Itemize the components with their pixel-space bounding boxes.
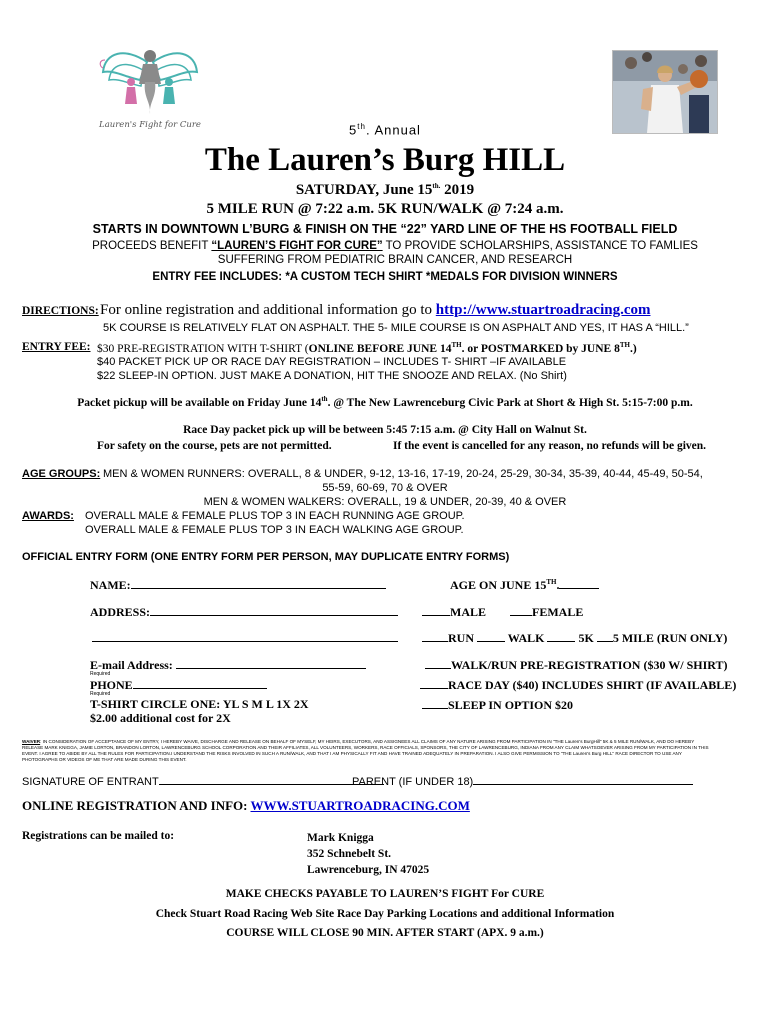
age-groups-runners-cont: 55-59, 60-69, 70 & OVER bbox=[322, 482, 448, 494]
prereg-option[interactable] bbox=[425, 657, 728, 673]
parent-signature[interactable] bbox=[352, 775, 693, 788]
raceday-blank[interactable] bbox=[420, 677, 448, 689]
entrant-signature[interactable] bbox=[22, 775, 384, 788]
course-close: COURSE WILL CLOSE 90 MIN. AFTER START (APX. 9 a.m.) bbox=[226, 927, 544, 939]
phone-field[interactable] bbox=[90, 677, 267, 693]
edition-label bbox=[0, 122, 770, 137]
start-finish: STARTS IN DOWNTOWN L’BURG & FINISH ON THE “22” YARD LINE OF THE HS FOOTBALL FIELD bbox=[92, 222, 678, 236]
edition-number: 5 bbox=[349, 122, 358, 138]
address-line-2[interactable] bbox=[92, 630, 398, 646]
race-times: 5 MILE RUN @ 7:22 a.m. 5K RUN/WALK @ 7:24 a.m. bbox=[206, 201, 564, 217]
sleepin-label: SLEEP IN OPTION $20 bbox=[448, 698, 574, 712]
website-link[interactable]: http://www.stuartroadracing.com bbox=[435, 302, 651, 318]
email-blank[interactable] bbox=[176, 657, 366, 669]
entry-fee-preregistration bbox=[97, 341, 637, 355]
logo-graphic bbox=[85, 42, 215, 122]
walk-blank[interactable] bbox=[477, 630, 505, 642]
age-label-post: . bbox=[556, 578, 560, 592]
male-option[interactable] bbox=[422, 604, 486, 620]
entry-form-title: OFFICIAL ENTRY FORM (ONE ENTRY FORM PER PERSON, MAY DUPLICATE ENTRY FORMS) bbox=[22, 551, 510, 563]
name-field[interactable] bbox=[90, 577, 386, 593]
checks-payable: MAKE CHECKS PAYABLE TO LAUREN’S FIGHT For CURE bbox=[225, 888, 545, 900]
packet-post: . @ The New Lawrenceburg Civic Park at Short & High St. 5:15-7:00 p.m. bbox=[327, 396, 693, 409]
raceday-option[interactable] bbox=[420, 677, 736, 693]
waiver-text bbox=[22, 739, 716, 763]
phone-blank[interactable] bbox=[133, 677, 267, 689]
name-blank[interactable] bbox=[131, 577, 386, 589]
online-registration bbox=[22, 798, 470, 814]
logo-caption: Lauren's Fight for Cure bbox=[99, 120, 201, 130]
mail-name: Mark Knigga bbox=[307, 832, 374, 844]
prereg-label: WALK/RUN PRE-REGISTRATION ($30 W/ SHIRT) bbox=[451, 658, 728, 672]
fivemile-label: 5 MILE (RUN ONLY) bbox=[612, 631, 728, 645]
fee-line1-bold: ONLINE BEFORE JUNE 14 bbox=[308, 342, 452, 355]
run-blank[interactable] bbox=[422, 630, 448, 642]
proceeds-pre: PROCEEDS BENEFIT bbox=[92, 240, 212, 252]
fee-line1-end: .) bbox=[629, 342, 637, 355]
tshirt-cost: $2.00 additional cost for 2X bbox=[90, 711, 231, 725]
address-field[interactable] bbox=[90, 604, 398, 620]
fee-line1-sup: TH bbox=[451, 341, 462, 349]
parent-signature-label: PARENT (IF UNDER 18) bbox=[352, 776, 474, 788]
website-info: Check Stuart Road Racing Web Site Race Day Parking Locations and additional Information bbox=[155, 908, 615, 920]
page-title: The Lauren’s Burg HILL bbox=[204, 142, 566, 178]
directions-text bbox=[100, 302, 651, 319]
fivek-blank[interactable] bbox=[547, 630, 575, 642]
fee-line1-pre: $30 PRE-REGISTRATION WITH T-SHIRT ( bbox=[97, 342, 309, 355]
email-field[interactable] bbox=[90, 657, 366, 673]
email-required: Required bbox=[90, 671, 111, 677]
online-link[interactable]: WWW.STUARTROADRACING.COM bbox=[250, 798, 470, 813]
course-description: 5K COURSE IS RELATIVELY FLAT ON ASPHALT. THE 5- MILE COURSE IS ON ASPHALT AND YES, IT HAS A “HILL.” bbox=[103, 322, 689, 334]
mail-label: Registrations can be mailed to: bbox=[22, 830, 175, 842]
male-label: MALE bbox=[450, 605, 486, 619]
fee-line1-sup2: TH bbox=[619, 341, 630, 349]
sleepin-blank[interactable] bbox=[422, 697, 448, 709]
directions-label: DIRECTIONS: bbox=[22, 305, 99, 317]
proceeds-org: “LAUREN’S FIGHT FOR CURE” bbox=[211, 240, 383, 252]
male-blank[interactable] bbox=[422, 604, 450, 616]
entry-fee-sleepin: $22 SLEEP-IN OPTION. JUST MAKE A DONATION, HIT THE SNOOZE AND RELAX. (No Shirt) bbox=[97, 370, 567, 382]
directions-body: For online registration and additional information go to bbox=[100, 302, 436, 318]
entry-fee-raceday: $40 PACKET PICK UP OR RACE DAY REGISTRATION – INCLUDES T- SHIRT –IF AVAILABLE bbox=[97, 356, 567, 368]
waiver-label: WAIVER bbox=[22, 739, 41, 744]
mailing-address bbox=[307, 830, 429, 878]
female-option[interactable] bbox=[510, 604, 583, 620]
walk-label: WALK bbox=[507, 631, 545, 645]
fivemile-blank[interactable] bbox=[597, 630, 613, 642]
address-blank[interactable] bbox=[150, 604, 398, 616]
phone-required: Required bbox=[90, 691, 111, 697]
packet-pickup bbox=[0, 395, 770, 409]
awards-running: OVERALL MALE & FEMALE PLUS TOP 3 IN EACH RUNNING AGE GROUP. bbox=[85, 510, 465, 522]
age-groups-runners: MEN & WOMEN RUNNERS: OVERALL, 8 & UNDER, 9-12, 13-16, 17-19, 20-24, 25-29, 30-34, 35-39, 40-44, 45-49, 50-54, bbox=[103, 468, 703, 480]
age-label-pre: AGE ON JUNE 15 bbox=[450, 578, 547, 592]
fee-line1-mid: . or POSTMARKED by JUNE 8 bbox=[461, 342, 620, 355]
run-label: RUN bbox=[448, 631, 474, 645]
mail-street: 352 Schnebelt St. bbox=[307, 848, 392, 860]
entry-fee-includes: ENTRY FEE INCLUDES: *A CUSTOM TECH SHIRT *MEDALS FOR DIVISION WINNERS bbox=[152, 271, 618, 283]
event-date-year: 2019 bbox=[440, 182, 475, 198]
entrant-signature-blank[interactable] bbox=[159, 775, 384, 785]
age-blank[interactable] bbox=[559, 577, 599, 589]
awards-walking: OVERALL MALE & FEMALE PLUS TOP 3 IN EACH WALKING AGE GROUP. bbox=[85, 524, 464, 536]
proceeds-post: TO PROVIDE SCHOLARSHIPS, ASSISTANCE TO FAMLIES SUFFERING FROM PEDIATRIC BRAIN CANCER, AND RESEARCH bbox=[217, 240, 698, 266]
age-field[interactable] bbox=[450, 577, 599, 593]
parent-signature-blank[interactable] bbox=[473, 775, 693, 785]
refund-notice: If the event is cancelled for any reason, no refunds will be given. bbox=[393, 440, 707, 452]
sleepin-option[interactable] bbox=[422, 697, 573, 713]
prereg-blank[interactable] bbox=[425, 657, 451, 669]
race-day-pickup: Race Day packet pick up will be between 5:45 7:15 a.m. @ City Hall on Walnut St. bbox=[183, 424, 587, 436]
entrant-signature-label: SIGNATURE OF ENTRANT bbox=[22, 776, 159, 788]
age-groups-walkers: MEN & WOMEN WALKERS: OVERALL, 19 & UNDER, 20-39, 40 & OVER bbox=[203, 496, 567, 508]
waiver-body: : IN CONSIDERATION OF ACCEPTANCE OF MY ENTRY, I HEREBY WAIVE, DISCHARGE AND RELEASE ON BEHALF OF MYSELF, MY HEIRS, EXECUTORS, AND ASSIGNEES ALL CLAIMS OF ANY NATURE ARISING FROM PARTICIPATION IN "THE Lauren's BurgHill" 5K & 5 MILE RUN/WALK, AND DO HEREBY RELEASE MARK KNIGGA, JAMIE LORTON, BRANDON LORTON, LAWRENCEBURG SCHOOL CORPORATION AND THEIR AFFILIATES, ALL VOLUNTEERS, WORKERS, RACE OFFICIALS, SPONSORS, THE CITY OF LAWRENCEBURG, INDIANA FROM ANY CLAIM WHATSOEVER ARISING FROM MY PARTICIPATION IN THIS EVENT. I AGREE TO ABIDE BY ALL THE RULES FOR PARTICIPATION.I UNDERSTAND THE RISKS INVOLVED IN SUCH A RUN/WALK, AND THAT I AM PHYSICALLY FIT AND HAVE TRAINED ADEQUATELY IN PREPARATION. I ALSO GIVE PERMISSION TO "THE Lauren's Burg HILL" RACE DIRECTOR TO USE ANY PHOTOGRAPHS OR VIDEOS OF ME THAT ARE MADE DURING THIS EVENT. bbox=[22, 739, 709, 762]
event-date-main: SATURDAY, June 15 bbox=[295, 182, 433, 198]
name-label: NAME: bbox=[90, 578, 131, 592]
online-label: ONLINE REGISTRATION AND INFO: bbox=[22, 798, 251, 813]
phone-label: PHONE bbox=[90, 678, 133, 692]
event-options[interactable] bbox=[422, 630, 727, 646]
female-label: FEMALE bbox=[532, 605, 584, 619]
mail-city: Lawrenceburg, IN 47025 bbox=[307, 864, 430, 876]
pets-notice: For safety on the course, pets are not permitted. bbox=[97, 440, 332, 452]
proceeds-text bbox=[90, 239, 700, 267]
female-blank[interactable] bbox=[510, 604, 532, 616]
raceday-label: RACE DAY ($40) INCLUDES SHIRT (IF AVAILABLE) bbox=[448, 678, 737, 692]
edition-word: . Annual bbox=[365, 122, 421, 138]
age-groups-label: AGE GROUPS: bbox=[22, 468, 101, 480]
awards-label: AWARDS: bbox=[22, 510, 74, 522]
age-label-sup: TH bbox=[546, 578, 557, 586]
packet-pre: Packet pickup will be available on Friday June 14 bbox=[77, 396, 322, 409]
email-label: E-mail Address: bbox=[90, 658, 173, 672]
packet-sup: th bbox=[321, 395, 328, 403]
tshirt-size-selector[interactable]: T-SHIRT CIRCLE ONE: YL S M L 1X 2X bbox=[90, 697, 309, 711]
event-date-suffix: th. bbox=[432, 182, 441, 190]
address-blank-2[interactable] bbox=[92, 630, 398, 642]
address-label: ADDRESS: bbox=[90, 605, 151, 619]
entry-fee-label: ENTRY FEE: bbox=[22, 341, 91, 353]
event-date bbox=[0, 182, 770, 199]
fivek-label: 5K bbox=[578, 631, 594, 645]
edition-suffix: th bbox=[357, 122, 366, 131]
